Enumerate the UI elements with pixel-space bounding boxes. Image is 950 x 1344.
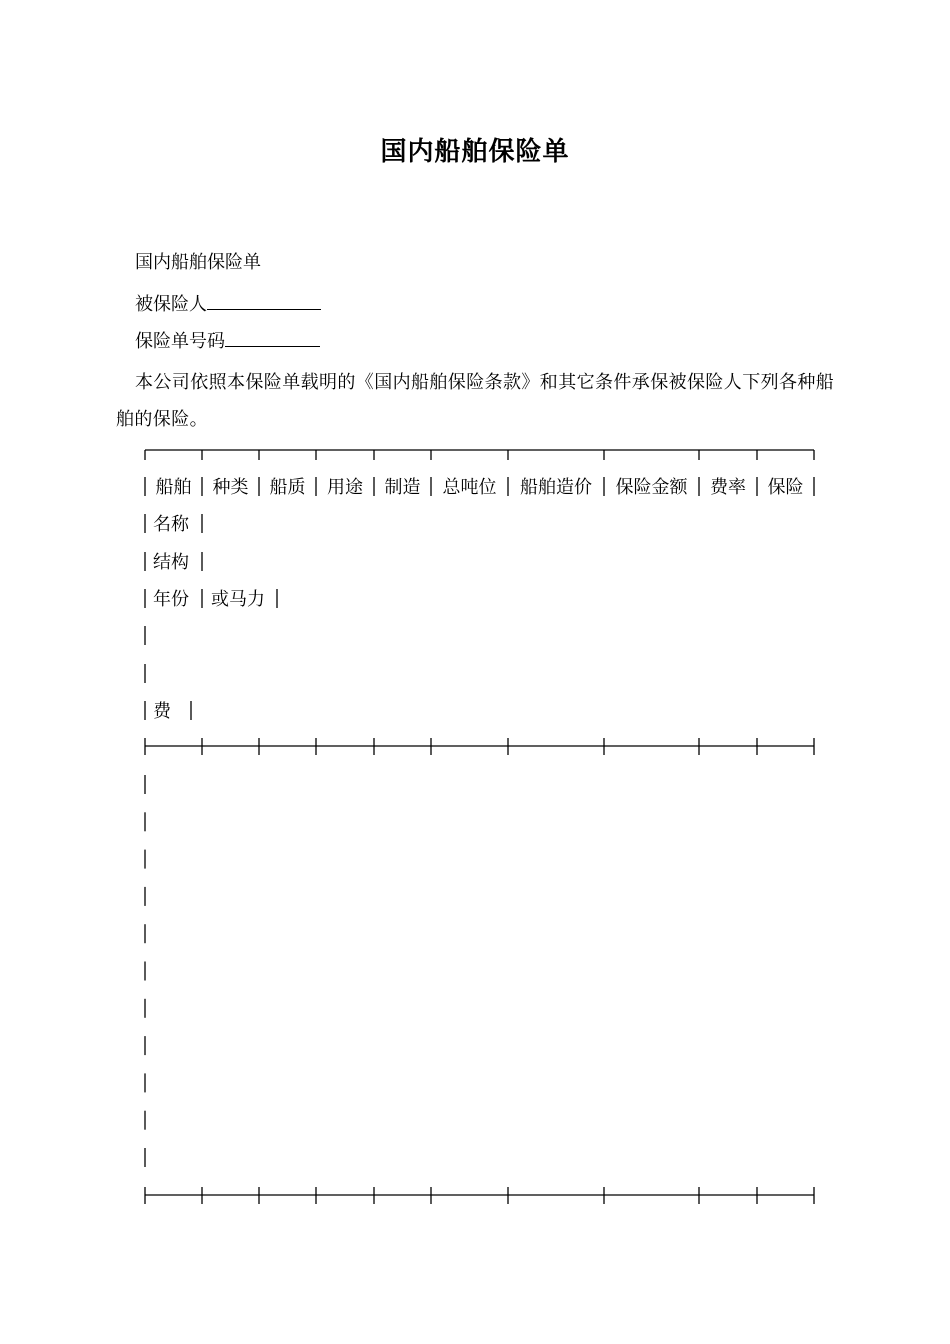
policy-number-label: 保险单号码 (135, 331, 225, 352)
header-cell: 保险 (767, 477, 804, 498)
header-cell: 结构 (153, 552, 189, 573)
header-cell: 用途 (327, 477, 363, 498)
header-cell: 费 (153, 701, 171, 722)
header-cell: 总吨位 (442, 477, 497, 498)
subtitle-line: 国内船舶保险单 (135, 252, 261, 273)
header-cell: 船舶 (155, 477, 192, 498)
header-cell: 船质 (269, 477, 306, 498)
header-cell: 费率 (710, 477, 746, 498)
document-title: 国内船舶保险单 (380, 137, 570, 167)
header-cell: 种类 (212, 477, 249, 498)
table-grid (145, 450, 814, 1204)
table-cells (153, 477, 804, 722)
header-cell: 名称 (153, 514, 189, 535)
header-cell: 或马力 (211, 589, 265, 610)
header-cell: 制造 (384, 477, 421, 498)
header-cell: 保险金额 (615, 477, 688, 498)
insured-label: 被保险人 (135, 294, 207, 315)
statement-paragraph: 本公司依照本保险单载明的《国内船舶保险条款》和其它条件承保被保险人下列各种船舶的保险。 (116, 372, 835, 430)
header-cell: 年份 (153, 589, 189, 610)
header-cell: 船舶造价 (520, 477, 592, 498)
